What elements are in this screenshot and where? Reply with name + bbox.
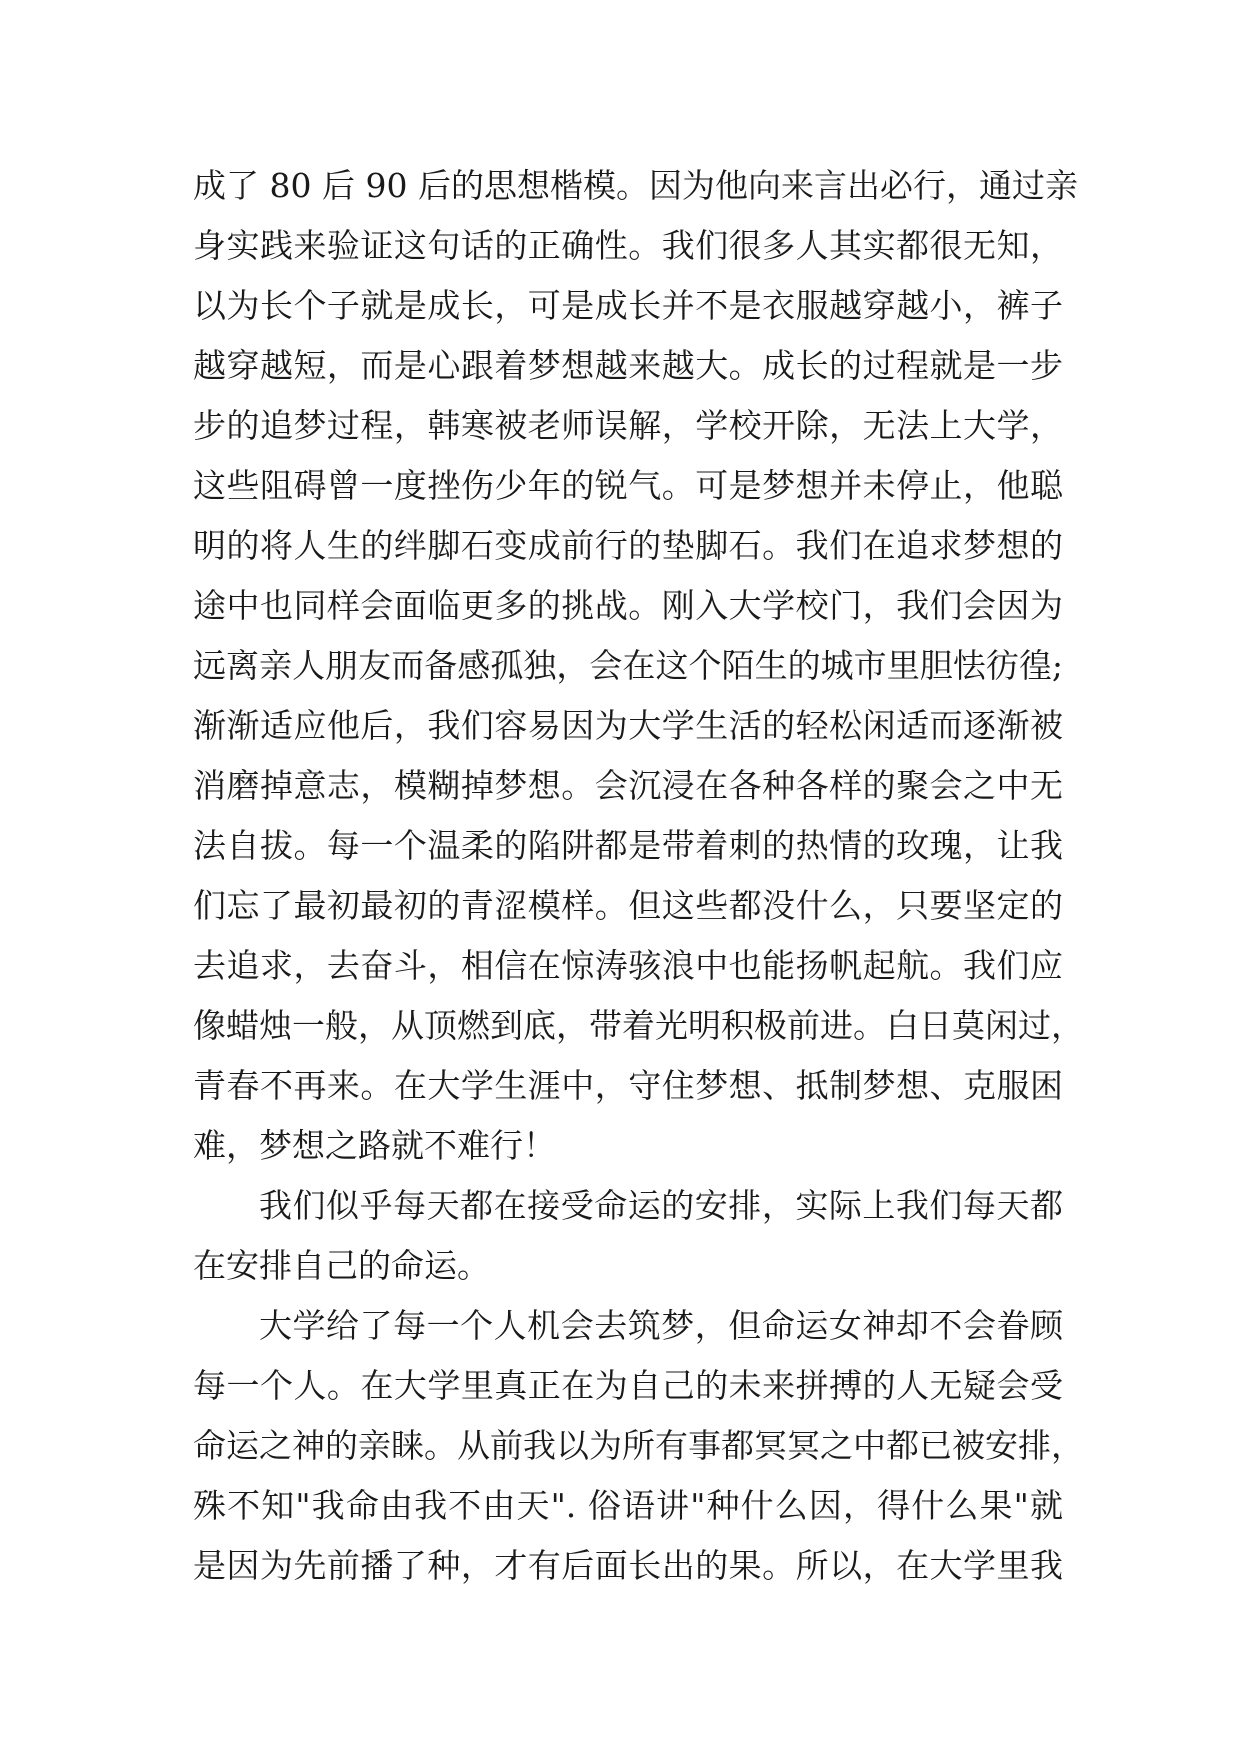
text-line: 命运之神的亲睐。从前我以为所有事都冥冥之中都已被安排， (193, 1426, 1084, 1465)
text-line: 殊不知"我命由我不由天". 俗语讲"种什么因，得什么果"就 (193, 1486, 1063, 1525)
text-line: 青春不再来。在大学生涯中，守住梦想、抵制梦想、克服困 (193, 1066, 1063, 1105)
text-line: 渐渐适应他后，我们容易因为大学生活的轻松闲适而逐渐被 (193, 706, 1063, 745)
text-line: 我们似乎每天都在接受命运的安排，实际上我们每天都 (259, 1186, 1063, 1225)
text-line: 身实践来验证这句话的正确性。我们很多人其实都很无知， (193, 226, 1063, 265)
text-line: 步的追梦过程，韩寒被老师误解，学校开除，无法上大学， (193, 406, 1063, 445)
text-line: 是因为先前播了种，才有后面长出的果。所以，在大学里我 (193, 1546, 1063, 1585)
text-line: 在安排自己的命运。 (193, 1246, 490, 1285)
text-line: 像蜡烛一般，从顶燃到底，带着光明积极前进。白日莫闲过， (193, 1006, 1084, 1045)
text-line: 去追求，去奋斗，相信在惊涛骇浪中也能扬帆起航。我们应 (193, 946, 1063, 985)
text-line: 成了 80 后 90 后的思想楷模。因为他向来言出必行，通过亲 (193, 166, 1078, 205)
text-line: 明的将人生的绊脚石变成前行的垫脚石。我们在追求梦想的 (193, 526, 1063, 565)
text-line: 大学给了每一个人机会去筑梦，但命运女神却不会眷顾 (259, 1306, 1063, 1345)
text-line: 们忘了最初最初的青涩模样。但这些都没什么，只要坚定的 (193, 886, 1063, 925)
text-line: 消磨掉意志，模糊掉梦想。会沉浸在各种各样的聚会之中无 (193, 766, 1063, 805)
text-line: 远离亲人朋友而备感孤独，会在这个陌生的城市里胆怯彷徨; (193, 646, 1063, 685)
text-line: 每一个人。在大学里真正在为自己的未来拼搏的人无疑会受 (193, 1366, 1063, 1405)
text-line: 难，梦想之路就不难行！ (193, 1126, 556, 1165)
text-line: 途中也同样会面临更多的挑战。刚入大学校门，我们会因为 (193, 586, 1063, 625)
text-line: 这些阻碍曾一度挫伤少年的锐气。可是梦想并未停止，他聪 (193, 466, 1063, 505)
text-line: 法自拔。每一个温柔的陷阱都是带着刺的热情的玫瑰，让我 (193, 826, 1063, 865)
body-text (193, 156, 1084, 1596)
text-line: 以为长个子就是成长，可是成长并不是衣服越穿越小，裤子 (193, 286, 1063, 325)
text-line: 越穿越短，而是心跟着梦想越来越大。成长的过程就是一步 (193, 346, 1063, 385)
